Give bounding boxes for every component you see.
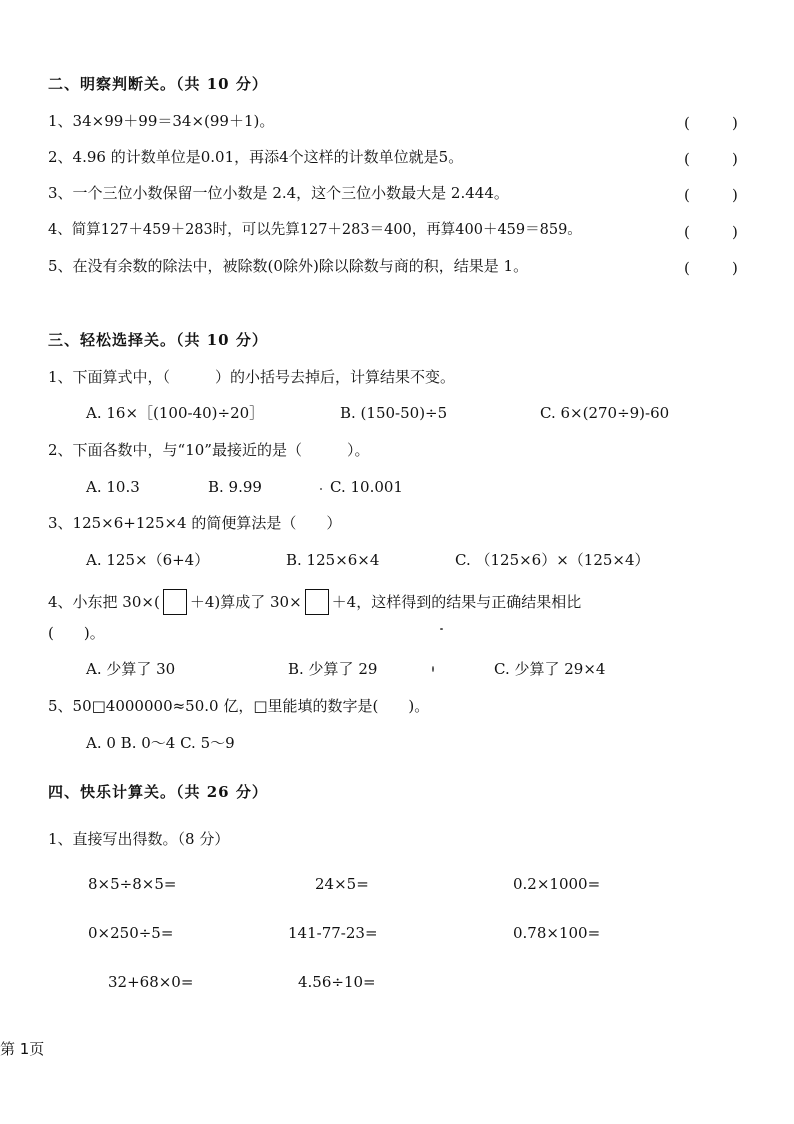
judge-item-5: 5、在没有余数的除法中，被除数(0除外)除以除数与商的积，结果是 1。	[48, 257, 529, 275]
choice-q2-option-b[interactable]: B. 9.99	[208, 478, 262, 496]
choice-q2-option-a[interactable]: A. 10.3	[86, 478, 140, 496]
choice-q3: 3、125×6+125×4 的简便算法是（ ）	[48, 514, 342, 532]
calc-item-5: 141-77-23=	[288, 924, 378, 942]
calc-item-8: 4.56÷10=	[298, 973, 376, 991]
choice-q1: 1、下面算式中，（ ）的小括号去掉后，计算结果不变。	[48, 368, 456, 386]
choice-q1-option-c[interactable]: C. 6×(270÷9)-60	[540, 404, 670, 422]
judge-item-2: 2、4.96 的计数单位是0.01，再添4个这样的计数单位就是5。	[48, 148, 464, 166]
choice-q3-option-b[interactable]: B. 125×6×4	[286, 551, 380, 569]
judge-item-4: 4、简算127＋459＋283时，可以先算127＋283＝400，再算400＋459＝859。	[48, 222, 582, 238]
calc-item-1: 8×5÷8×5=	[88, 875, 177, 893]
calc-item-4: 0×250÷5=	[88, 924, 174, 942]
choice-q3-option-c[interactable]: C. （125×6）×（125×4）	[455, 551, 650, 569]
choice-q4-option-c[interactable]: C. 少算了 29×4	[494, 660, 606, 678]
calc-item-3: 0.2×1000=	[513, 875, 601, 893]
scan-speck	[320, 488, 322, 490]
choice-q2: 2、下面各数中，与“10”最接近的是（ ）。	[48, 441, 370, 459]
scan-speck	[440, 628, 443, 630]
blank-box-2[interactable]	[305, 589, 329, 615]
blank-box-1[interactable]	[163, 589, 187, 615]
choice-q2-option-c[interactable]: C. 10.001	[330, 478, 403, 496]
choice-q4-option-a[interactable]: A. 少算了 30	[86, 660, 176, 678]
calc-item-6: 0.78×100=	[513, 924, 601, 942]
judge-item-3: 3、一个三位小数保留一位小数是 2.4，这个三位小数最大是 2.444。	[48, 184, 509, 202]
calc-subheading: 1、直接写出得数。（8 分）	[48, 830, 230, 848]
choice-q3-option-a[interactable]: A. 125×（6+4）	[86, 551, 210, 569]
choice-q1-option-a[interactable]: A. 16×［(100-40)÷20］	[86, 404, 265, 422]
choice-q1-option-b[interactable]: B. (150-50)÷5	[340, 404, 448, 422]
calc-item-7: 32+68×0=	[108, 973, 194, 991]
choice-q4-text-part2: ＋4)算成了 30×	[189, 593, 302, 611]
calc-item-2: 24×5=	[315, 875, 369, 893]
choice-q4-text-part3: ＋4，这样得到的结果与正确结果相比	[331, 593, 582, 611]
section-choice-heading: 三、轻松选择关。（共 10 分）	[48, 331, 268, 349]
judge-item-1: 1、34×99＋99＝34×(99＋1)。	[48, 112, 275, 130]
page-number: 第 1页	[0, 1040, 45, 1058]
choice-q4-answer-line[interactable]: ( )。	[48, 624, 105, 642]
section-calc-heading: 四、快乐计算关。（共 26 分）	[48, 783, 268, 801]
choice-q5-options[interactable]: A. 0 B. 0～4 C. 5～9	[86, 734, 235, 752]
scan-speck	[432, 666, 434, 672]
choice-q4-text-part1: 4、小东把 30×(	[48, 593, 160, 611]
choice-q4	[48, 589, 581, 615]
choice-q4-option-b[interactable]: B. 少算了 29	[288, 660, 378, 678]
section-judge-heading: 二、明察判断关。（共 10 分）	[48, 75, 268, 93]
choice-q5: 5、50□4000000≈50.0 亿，□里能填的数字是( )。	[48, 697, 430, 715]
